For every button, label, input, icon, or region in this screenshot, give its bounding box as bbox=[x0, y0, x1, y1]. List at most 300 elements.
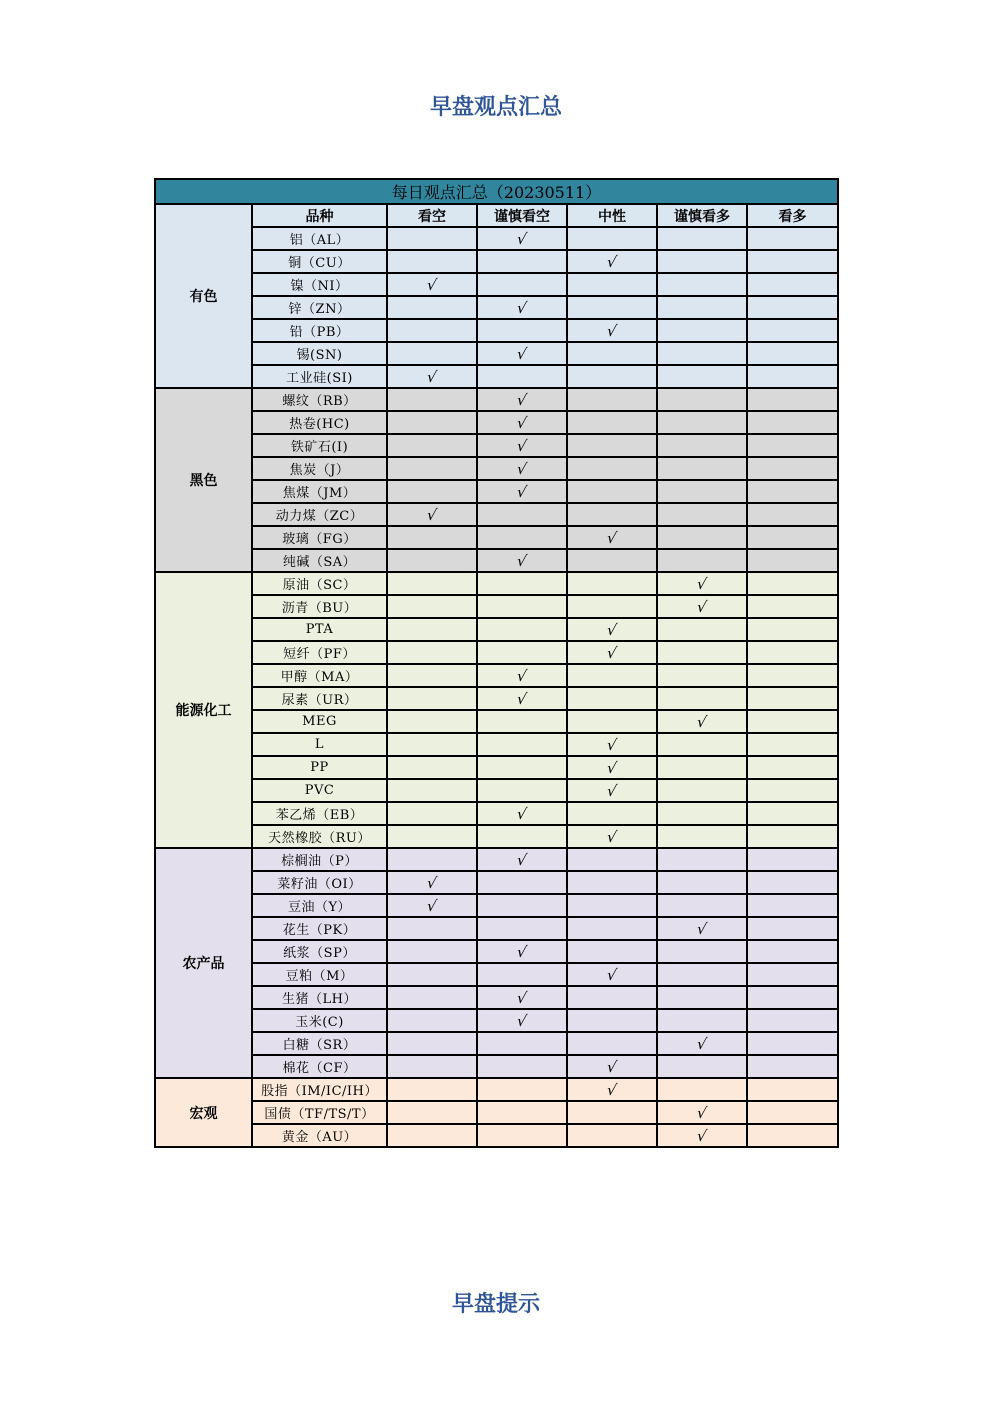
view-cell bbox=[477, 273, 567, 296]
view-cell bbox=[747, 1124, 838, 1147]
view-cell bbox=[477, 457, 567, 480]
view-cell bbox=[567, 687, 657, 710]
check-mark-icon: √ bbox=[515, 229, 529, 248]
check-mark-icon: √ bbox=[605, 735, 619, 754]
commodity-name: 白糖（SR） bbox=[252, 1032, 387, 1055]
check-mark-icon: √ bbox=[425, 275, 439, 294]
view-cell bbox=[477, 365, 567, 388]
view-cell bbox=[477, 411, 567, 434]
view-cell bbox=[657, 1009, 747, 1032]
view-cell bbox=[477, 1055, 567, 1078]
commodity-name: 国债（TF/TS/T） bbox=[252, 1101, 387, 1124]
view-cell bbox=[387, 641, 477, 664]
view-cell bbox=[657, 917, 747, 940]
commodity-name: 股指（IM/IC/IH） bbox=[252, 1078, 387, 1101]
check-mark-icon: √ bbox=[515, 1011, 529, 1030]
view-cell bbox=[747, 388, 838, 411]
check-mark-icon: √ bbox=[515, 413, 529, 432]
view-cell bbox=[747, 480, 838, 503]
check-mark-icon: √ bbox=[695, 1034, 709, 1053]
table-row bbox=[155, 1124, 838, 1147]
check-mark-icon: √ bbox=[605, 965, 619, 984]
view-cell bbox=[657, 549, 747, 572]
view-cell bbox=[567, 388, 657, 411]
commodity-name: 豆粕（M） bbox=[252, 963, 387, 986]
view-cell bbox=[657, 1032, 747, 1055]
view-cell bbox=[477, 296, 567, 319]
view-cell bbox=[657, 641, 747, 664]
view-cell bbox=[747, 825, 838, 848]
view-cell bbox=[657, 365, 747, 388]
commodity-name: 苯乙烯（EB） bbox=[252, 802, 387, 825]
view-cell bbox=[747, 894, 838, 917]
view-cell bbox=[747, 848, 838, 871]
view-cell bbox=[567, 572, 657, 595]
commodity-name: 尿素（UR） bbox=[252, 687, 387, 710]
commodity-name: 动力煤（ZC） bbox=[252, 503, 387, 526]
table-body bbox=[155, 204, 838, 1147]
commodity-name: 黄金（AU） bbox=[252, 1124, 387, 1147]
view-cell bbox=[567, 710, 657, 733]
view-cell bbox=[477, 1124, 567, 1147]
check-mark-icon: √ bbox=[515, 689, 529, 708]
commodity-name: 甲醇（MA） bbox=[252, 664, 387, 687]
table-row bbox=[155, 457, 838, 480]
view-cell bbox=[387, 365, 477, 388]
view-cell bbox=[747, 1055, 838, 1078]
view-cell bbox=[387, 457, 477, 480]
view-cell bbox=[747, 641, 838, 664]
commodity-name: 生猪（LH） bbox=[252, 986, 387, 1009]
check-mark-icon: √ bbox=[425, 505, 439, 524]
view-cell bbox=[657, 1055, 747, 1078]
view-cell bbox=[567, 664, 657, 687]
view-cell bbox=[477, 940, 567, 963]
view-cell bbox=[657, 572, 747, 595]
view-cell bbox=[387, 710, 477, 733]
commodity-name: 纸浆（SP） bbox=[252, 940, 387, 963]
table-row bbox=[155, 641, 838, 664]
view-cell bbox=[387, 618, 477, 641]
view-cell bbox=[567, 1101, 657, 1124]
view-cell bbox=[477, 227, 567, 250]
view-cell bbox=[477, 549, 567, 572]
view-cell bbox=[567, 480, 657, 503]
view-cell bbox=[567, 250, 657, 273]
view-cell bbox=[657, 1124, 747, 1147]
view-cell bbox=[477, 894, 567, 917]
table-row bbox=[155, 1032, 838, 1055]
view-cell bbox=[567, 733, 657, 756]
check-mark-icon: √ bbox=[605, 827, 619, 846]
view-cell bbox=[387, 296, 477, 319]
table-row bbox=[155, 1101, 838, 1124]
view-cell bbox=[747, 250, 838, 273]
view-cell bbox=[657, 388, 747, 411]
view-cell bbox=[567, 273, 657, 296]
view-cell bbox=[387, 848, 477, 871]
check-mark-icon: √ bbox=[695, 597, 709, 616]
table-row bbox=[155, 273, 838, 296]
view-cell bbox=[657, 802, 747, 825]
view-cell bbox=[387, 503, 477, 526]
commodity-name: 锌（ZN） bbox=[252, 296, 387, 319]
commodity-name: 沥青（BU） bbox=[252, 595, 387, 618]
view-cell bbox=[747, 1009, 838, 1032]
daily-view-summary-table bbox=[154, 178, 839, 1148]
table-row bbox=[155, 687, 838, 710]
view-cell bbox=[747, 871, 838, 894]
table-row bbox=[155, 940, 838, 963]
view-cell bbox=[567, 940, 657, 963]
view-cell bbox=[657, 1078, 747, 1101]
view-cell bbox=[387, 342, 477, 365]
view-cell bbox=[387, 480, 477, 503]
view-cell bbox=[387, 802, 477, 825]
view-cell bbox=[387, 526, 477, 549]
view-cell bbox=[657, 710, 747, 733]
view-cell bbox=[567, 526, 657, 549]
check-mark-icon: √ bbox=[515, 344, 529, 363]
check-mark-icon: √ bbox=[425, 873, 439, 892]
table-row bbox=[155, 411, 838, 434]
view-cell bbox=[657, 227, 747, 250]
commodity-name: 铜（CU） bbox=[252, 250, 387, 273]
view-cell bbox=[387, 549, 477, 572]
commodity-name: 玻璃（FG） bbox=[252, 526, 387, 549]
view-cell bbox=[387, 1101, 477, 1124]
check-mark-icon: √ bbox=[515, 551, 529, 570]
check-mark-icon: √ bbox=[425, 367, 439, 386]
check-mark-icon: √ bbox=[695, 574, 709, 593]
view-cell bbox=[747, 1078, 838, 1101]
commodity-name: PVC bbox=[252, 779, 387, 802]
commodity-name: 纯碱（SA） bbox=[252, 549, 387, 572]
view-cell bbox=[387, 434, 477, 457]
view-cell bbox=[387, 779, 477, 802]
view-cell bbox=[747, 1032, 838, 1055]
commodity-name: 镍（NI） bbox=[252, 273, 387, 296]
view-cell bbox=[387, 1078, 477, 1101]
view-cell bbox=[747, 273, 838, 296]
view-cell bbox=[567, 1078, 657, 1101]
view-cell bbox=[747, 365, 838, 388]
table-row bbox=[155, 618, 838, 641]
view-cell bbox=[657, 296, 747, 319]
view-cell bbox=[477, 641, 567, 664]
check-mark-icon: √ bbox=[605, 252, 619, 271]
table-row bbox=[155, 917, 838, 940]
commodity-name: 螺纹（RB） bbox=[252, 388, 387, 411]
view-cell bbox=[477, 687, 567, 710]
commodity-name: 花生（PK） bbox=[252, 917, 387, 940]
view-cell bbox=[657, 1101, 747, 1124]
check-mark-icon: √ bbox=[605, 758, 619, 777]
view-cell bbox=[477, 503, 567, 526]
view-cell bbox=[747, 733, 838, 756]
view-cell bbox=[747, 779, 838, 802]
view-cell bbox=[747, 1101, 838, 1124]
commodity-name: 热卷(HC) bbox=[252, 411, 387, 434]
view-cell bbox=[567, 365, 657, 388]
view-cell bbox=[747, 503, 838, 526]
table-row bbox=[155, 480, 838, 503]
check-mark-icon: √ bbox=[695, 1103, 709, 1122]
view-cell bbox=[387, 733, 477, 756]
view-cell bbox=[747, 526, 838, 549]
view-cell bbox=[567, 549, 657, 572]
view-cell bbox=[387, 1124, 477, 1147]
view-cell bbox=[657, 434, 747, 457]
view-cell bbox=[477, 802, 567, 825]
check-mark-icon: √ bbox=[515, 459, 529, 478]
check-mark-icon: √ bbox=[605, 321, 619, 340]
check-mark-icon: √ bbox=[515, 804, 529, 823]
view-cell bbox=[657, 894, 747, 917]
view-cell bbox=[567, 1032, 657, 1055]
view-cell bbox=[477, 1009, 567, 1032]
view-cell bbox=[387, 963, 477, 986]
check-mark-icon: √ bbox=[515, 850, 529, 869]
view-cell bbox=[747, 296, 838, 319]
view-cell bbox=[747, 434, 838, 457]
commodity-name: 短纤（PF） bbox=[252, 641, 387, 664]
view-cell bbox=[477, 963, 567, 986]
view-cell bbox=[387, 986, 477, 1009]
check-mark-icon: √ bbox=[515, 942, 529, 961]
check-mark-icon: √ bbox=[515, 436, 529, 455]
view-cell bbox=[567, 227, 657, 250]
table-row bbox=[155, 733, 838, 756]
view-cell bbox=[747, 549, 838, 572]
column-header: 谨慎看多 bbox=[657, 204, 747, 227]
view-cell bbox=[477, 342, 567, 365]
view-cell bbox=[387, 917, 477, 940]
check-mark-icon: √ bbox=[515, 482, 529, 501]
view-cell bbox=[747, 595, 838, 618]
view-cell bbox=[477, 1032, 567, 1055]
commodity-name: 焦炭（J） bbox=[252, 457, 387, 480]
view-cell bbox=[387, 411, 477, 434]
commodity-name: 铅（PB） bbox=[252, 319, 387, 342]
view-cell bbox=[657, 779, 747, 802]
view-cell bbox=[747, 802, 838, 825]
view-cell bbox=[657, 250, 747, 273]
section-heading-morning-tips: 早盘提示 bbox=[451, 1292, 540, 1317]
check-mark-icon: √ bbox=[425, 896, 439, 915]
check-mark-icon: √ bbox=[605, 528, 619, 547]
view-cell bbox=[387, 388, 477, 411]
group-agricultural: 农产品 bbox=[155, 848, 252, 1078]
commodity-name: 天然橡胶（RU） bbox=[252, 825, 387, 848]
view-cell bbox=[567, 802, 657, 825]
view-cell bbox=[657, 687, 747, 710]
view-cell bbox=[567, 986, 657, 1009]
table-row bbox=[155, 319, 838, 342]
table-row bbox=[155, 963, 838, 986]
view-cell bbox=[747, 756, 838, 779]
view-cell bbox=[477, 250, 567, 273]
view-cell bbox=[567, 756, 657, 779]
view-cell bbox=[747, 572, 838, 595]
table-row bbox=[155, 825, 838, 848]
view-cell bbox=[657, 664, 747, 687]
commodity-name: L bbox=[252, 733, 387, 756]
table-row bbox=[155, 595, 838, 618]
view-cell bbox=[387, 756, 477, 779]
view-cell bbox=[657, 457, 747, 480]
view-cell bbox=[657, 503, 747, 526]
view-cell bbox=[567, 434, 657, 457]
group-energy-chemical: 能源化工 bbox=[155, 572, 252, 848]
table-row bbox=[155, 779, 838, 802]
commodity-name: 锡(SN) bbox=[252, 342, 387, 365]
check-mark-icon: √ bbox=[605, 643, 619, 662]
column-header-row bbox=[155, 204, 838, 227]
column-header: 谨慎看空 bbox=[477, 204, 567, 227]
view-cell bbox=[387, 1032, 477, 1055]
view-cell bbox=[387, 250, 477, 273]
table-row bbox=[155, 434, 838, 457]
table-row bbox=[155, 526, 838, 549]
view-cell bbox=[567, 457, 657, 480]
commodity-name: 棕榈油（P） bbox=[252, 848, 387, 871]
commodity-name: 玉米(C) bbox=[252, 1009, 387, 1032]
view-cell bbox=[747, 664, 838, 687]
view-cell bbox=[657, 526, 747, 549]
view-cell bbox=[387, 319, 477, 342]
view-cell bbox=[657, 871, 747, 894]
check-mark-icon: √ bbox=[695, 712, 709, 731]
column-header: 品种 bbox=[252, 204, 387, 227]
view-cell bbox=[747, 963, 838, 986]
table-row bbox=[155, 342, 838, 365]
view-cell bbox=[387, 940, 477, 963]
view-cell bbox=[477, 733, 567, 756]
view-cell bbox=[747, 986, 838, 1009]
column-header: 中性 bbox=[567, 204, 657, 227]
group-macro: 宏观 bbox=[155, 1078, 252, 1147]
view-cell bbox=[477, 595, 567, 618]
view-cell bbox=[387, 572, 477, 595]
view-cell bbox=[567, 641, 657, 664]
commodity-name: 原油（SC） bbox=[252, 572, 387, 595]
view-cell bbox=[477, 825, 567, 848]
group-ferrous: 黑色 bbox=[155, 388, 252, 572]
check-mark-icon: √ bbox=[605, 1080, 619, 1099]
commodity-name: 焦煤（JM） bbox=[252, 480, 387, 503]
check-mark-icon: √ bbox=[515, 666, 529, 685]
check-mark-icon: √ bbox=[515, 390, 529, 409]
table-row bbox=[155, 572, 838, 595]
table-row bbox=[155, 664, 838, 687]
view-cell bbox=[657, 618, 747, 641]
table-row bbox=[155, 365, 838, 388]
view-cell bbox=[567, 342, 657, 365]
view-cell bbox=[567, 1124, 657, 1147]
view-cell bbox=[477, 871, 567, 894]
view-cell bbox=[657, 480, 747, 503]
table-row bbox=[155, 388, 838, 411]
view-cell bbox=[567, 503, 657, 526]
view-cell bbox=[567, 1055, 657, 1078]
check-mark-icon: √ bbox=[695, 1126, 709, 1145]
view-cell bbox=[567, 319, 657, 342]
view-cell bbox=[387, 595, 477, 618]
view-cell bbox=[747, 618, 838, 641]
view-cell bbox=[477, 986, 567, 1009]
view-cell bbox=[477, 434, 567, 457]
view-cell bbox=[477, 917, 567, 940]
commodity-name: 铁矿石(I) bbox=[252, 434, 387, 457]
view-cell bbox=[477, 756, 567, 779]
check-mark-icon: √ bbox=[605, 620, 619, 639]
table-row bbox=[155, 1009, 838, 1032]
page-title: 早盘观点汇总 bbox=[429, 95, 562, 120]
view-cell bbox=[747, 411, 838, 434]
view-cell bbox=[477, 480, 567, 503]
view-cell bbox=[657, 986, 747, 1009]
table-row bbox=[155, 1078, 838, 1101]
view-cell bbox=[567, 848, 657, 871]
check-mark-icon: √ bbox=[515, 298, 529, 317]
table-title: 每日观点汇总（20230511） bbox=[155, 179, 838, 204]
view-cell bbox=[657, 825, 747, 848]
view-cell bbox=[747, 227, 838, 250]
view-cell bbox=[567, 595, 657, 618]
check-mark-icon: √ bbox=[695, 919, 709, 938]
view-cell bbox=[477, 848, 567, 871]
view-cell bbox=[567, 296, 657, 319]
view-cell bbox=[387, 664, 477, 687]
view-cell bbox=[657, 595, 747, 618]
view-cell bbox=[477, 1101, 567, 1124]
view-cell bbox=[477, 319, 567, 342]
table-row bbox=[155, 848, 838, 871]
commodity-name: 菜籽油（OI） bbox=[252, 871, 387, 894]
table-row bbox=[155, 710, 838, 733]
view-cell bbox=[747, 342, 838, 365]
commodity-name: PTA bbox=[252, 618, 387, 641]
commodity-name: 豆油（Y） bbox=[252, 894, 387, 917]
commodity-name: 棉花（CF） bbox=[252, 1055, 387, 1078]
view-cell bbox=[477, 526, 567, 549]
view-cell bbox=[477, 710, 567, 733]
commodity-name: 铝（AL） bbox=[252, 227, 387, 250]
view-cell bbox=[747, 319, 838, 342]
check-mark-icon: √ bbox=[605, 781, 619, 800]
view-cell bbox=[387, 825, 477, 848]
view-cell bbox=[567, 1009, 657, 1032]
view-cell bbox=[567, 871, 657, 894]
table-row bbox=[155, 894, 838, 917]
view-cell bbox=[657, 963, 747, 986]
view-cell bbox=[567, 618, 657, 641]
view-cell bbox=[747, 940, 838, 963]
table-row bbox=[155, 1055, 838, 1078]
view-cell bbox=[567, 917, 657, 940]
check-mark-icon: √ bbox=[515, 988, 529, 1007]
view-cell bbox=[477, 1078, 567, 1101]
table-row bbox=[155, 296, 838, 319]
view-cell bbox=[477, 779, 567, 802]
view-cell bbox=[387, 1055, 477, 1078]
table-row bbox=[155, 756, 838, 779]
view-cell bbox=[387, 687, 477, 710]
table-row bbox=[155, 549, 838, 572]
view-cell bbox=[657, 411, 747, 434]
table-row bbox=[155, 250, 838, 273]
